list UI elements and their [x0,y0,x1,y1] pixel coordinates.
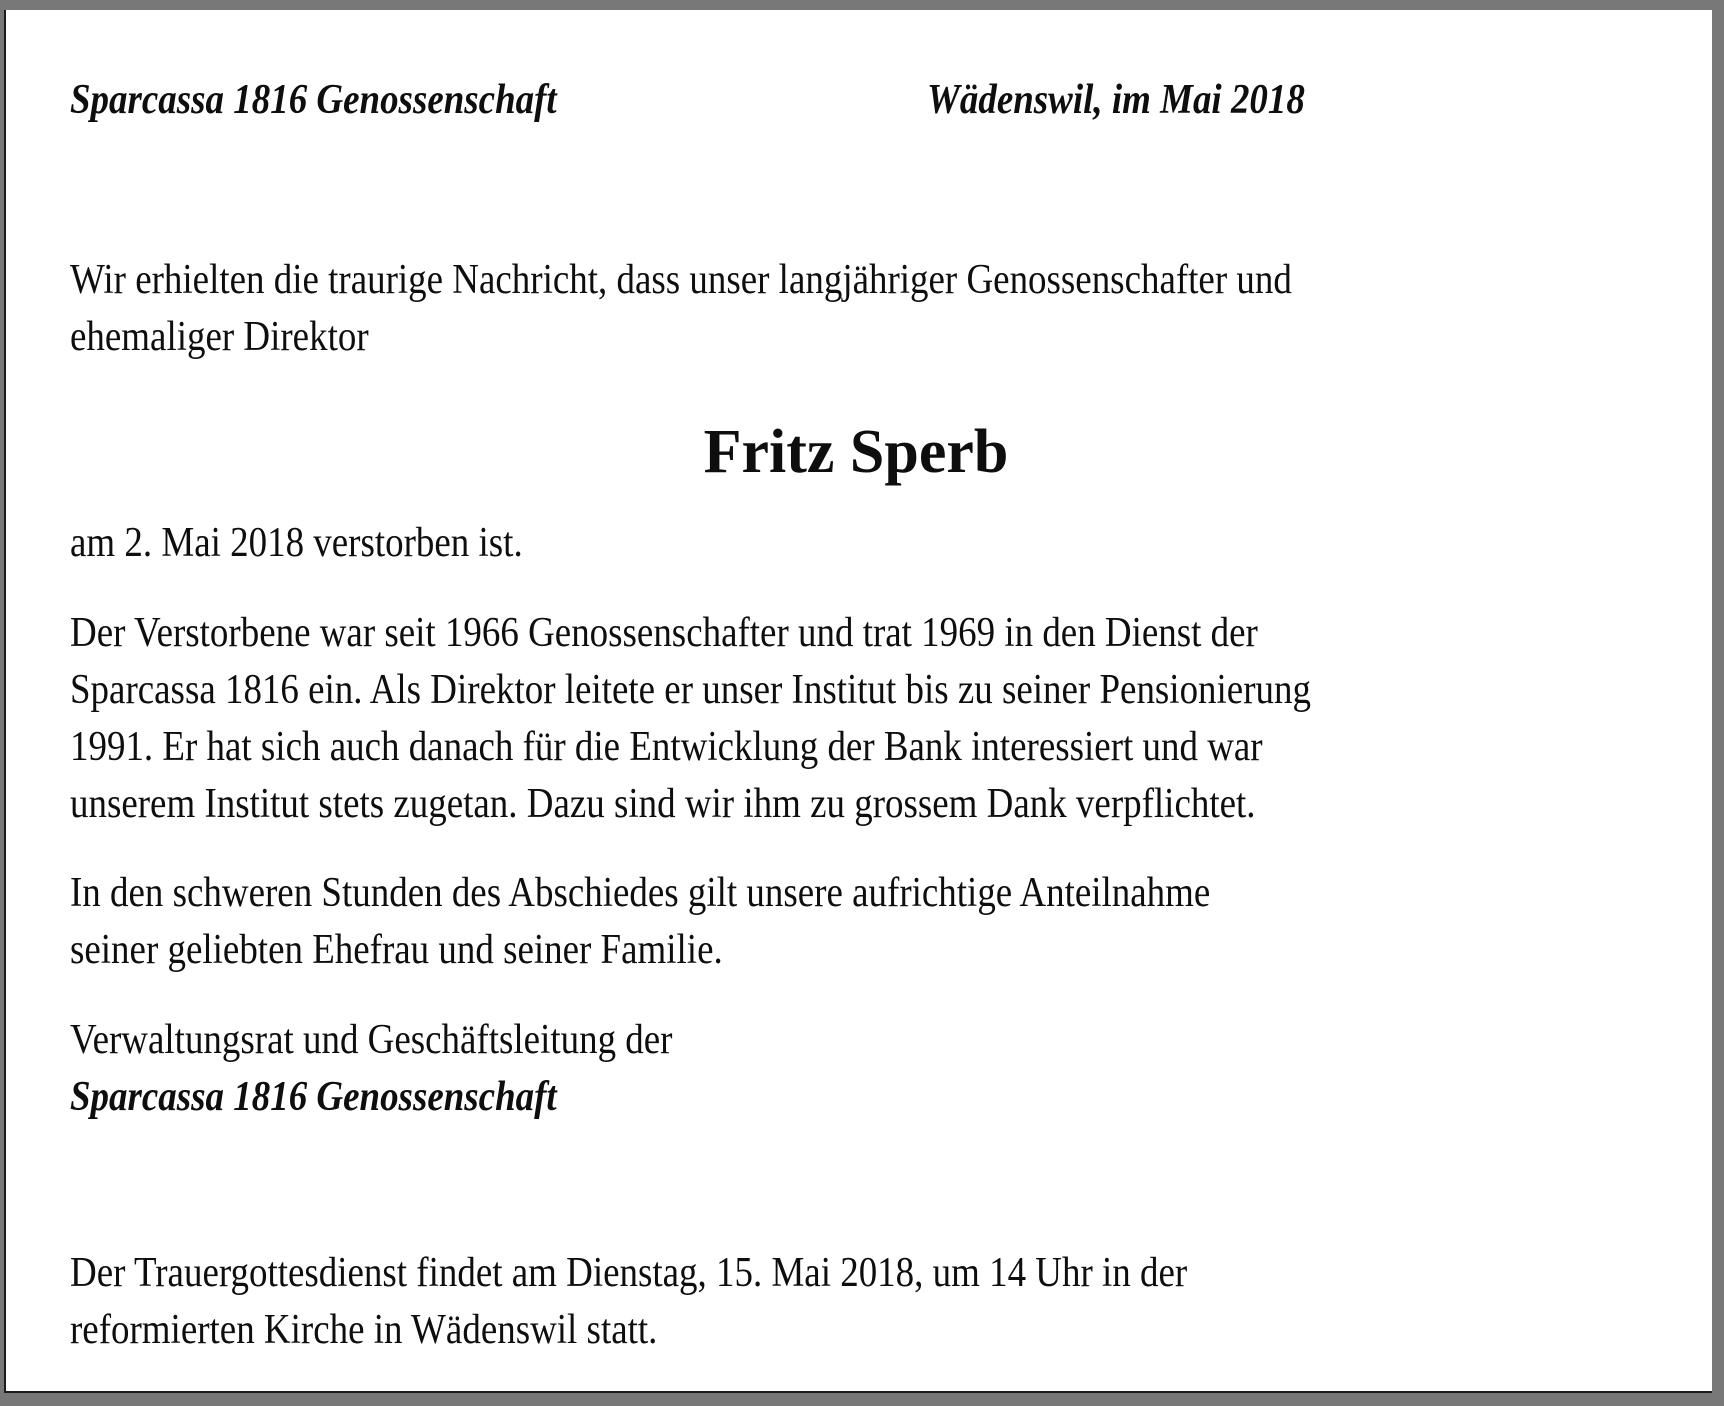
tribute-line: 1991. Er hat sich auch danach für die Entwicklung der Bank interessiert und war [70,724,1263,770]
funeral-service-paragraph [70,1245,1642,1359]
signature-block [70,1012,1642,1126]
header-place-date: Wädenswil, im Mai 2018 [927,77,1305,123]
tribute-paragraph [70,605,1642,833]
service-line: Der Trauergottesdienst findet am Dienstag, 15. Mai 2018, um 14 Uhr in der [70,1250,1188,1296]
signature-role-line: Verwaltungsrat und Geschäftsleitung der [70,1017,673,1063]
deceased-name-heading: Fritz Sperb [703,418,1009,486]
condolence-line: In den schweren Stunden des Abschiedes gilt unsere aufrichtige Anteilnahme [70,870,1211,916]
tribute-line: unserem Institut stets zugetan. Dazu sind wir ihm zu grossem Dank verpflichtet. [70,781,1256,827]
service-line: reformierten Kirche in Wädenswil statt. [70,1307,658,1353]
header-company: Sparcassa 1816 Genossenschaft [70,77,557,123]
tribute-line: Der Verstorbene war seit 1966 Genossenschafter und trat 1969 in den Dienst der [70,610,1258,656]
death-date-paragraph [70,515,1642,572]
death-date-line: am 2. Mai 2018 verstorben ist. [70,520,523,566]
tribute-line: Sparcassa 1816 ein. Als Direktor leitete er unser Institut bis zu seiner Pensionierung [70,667,1311,713]
signature-company-line: Sparcassa 1816 Genossenschaft [70,1074,557,1120]
intro-line: Wir erhielten die traurige Nachricht, dass unser langjähriger Genossenschafter und [70,257,1292,303]
condolence-line: seiner geliebten Ehefrau und seiner Familie. [70,927,723,973]
intro-line: ehemaliger Direktor [70,314,369,360]
obituary-page [4,10,1712,1393]
intro-paragraph [70,252,1642,366]
condolence-paragraph [70,865,1642,979]
page-header [70,72,1642,129]
